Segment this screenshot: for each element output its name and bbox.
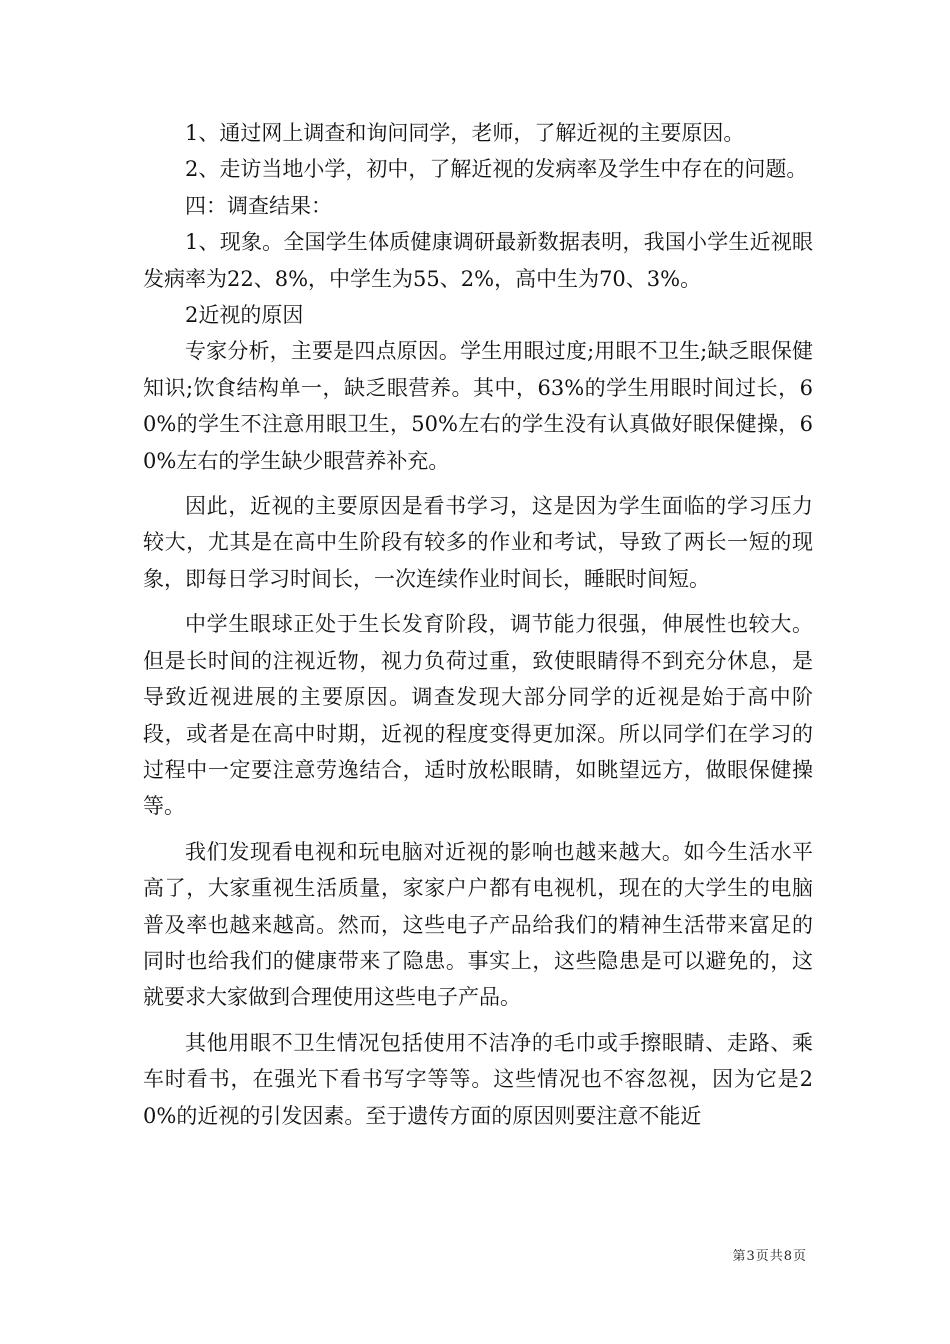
paragraph-spacer [143,479,813,488]
section-heading-results: 四：调查结果： [185,193,332,218]
subheading-causes: 2近视的原因 [185,303,304,328]
document-body [143,115,813,1134]
paragraph-spacer [143,597,813,606]
paragraph-spacer [143,1016,813,1025]
paragraph-eyeball-development: 中学生眼球正处于生长发育阶段，调节能力很强，伸展性也较大。但是长时间的注视近物，视力负荷过重，致使眼睛得不到充分休息，是导致近视进展的主要原因。调查发现大部分同学的近视是始于高中阶段，或者是在高中时期，近视的程度变得更加深。所以同学们在学习的过程中一定要注意劳逸结合，适时放松眼睛，如眺望远方，做眼保健操等。 [143,612,813,819]
paragraph-main-reason: 因此，近视的主要原因是看书学习，这是因为学生面临的学习压力较大，尤其是在高中生阶段有较多的作业和考试，导致了两长一短的现象，即每日学习时间长，一次连续作业时间长，睡眠时间短。 [143,494,813,591]
paragraph-method-1: 1、通过网上调查和询问同学，老师，了解近视的主要原因。 [185,121,745,145]
page-number: 第3页共8页 [732,1249,807,1264]
paragraph-phenomenon: 1、现象。全国学生体质健康调研最新数据表明，我国小学生近视眼发病率为22、8%，中学生为55、2%，高中生为70、3%。 [143,230,813,291]
paragraph-tv-computer: 我们发现看电视和玩电脑对近视的影响也越来越大。如今生活水平高了，大家重视生活质量，家家户户都有电视机，现在的大学生的电脑普及率也越来越高。然而，这些电子产品给我们的精神生活带来富足的同时也给我们的健康带来了隐患。事实上，这些隐患是可以避免的，这就要求大家做到合理使用这些电子产品。 [143,839,813,1010]
paragraph-expert-analysis: 专家分析，主要是四点原因。学生用眼过度;用眼不卫生;缺乏眼保健知识;饮食结构单一，缺乏眼营养。其中，63%的学生用眼时间过长，60%的学生不注意用眼卫生，50%左右的学生没有认真做好眼保健操，60%左右的学生缺少眼营养补充。 [143,339,813,473]
paragraph-spacer [143,825,813,834]
paragraph-method-2: 2、走访当地小学，初中，了解近视的发病率及学生中存在的问题。 [185,157,808,182]
paragraph-other-causes: 其他用眼不卫生情况包括使用不洁净的毛巾或手擦眼睛、走路、乘车时看书，在强光下看书写字等等。这些情况也不容忽视，因为它是20%的近视的引发因素。至于遗传方面的原因则要注意不能近 [143,1030,813,1128]
